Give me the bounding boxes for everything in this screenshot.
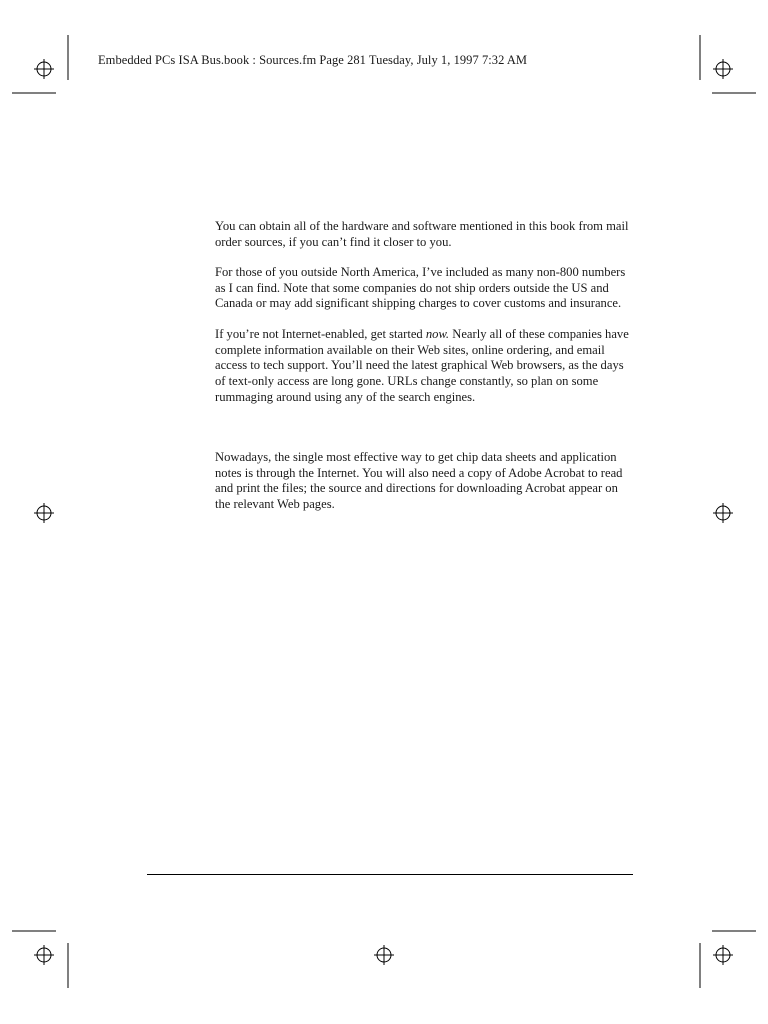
registration-mark-bottom-left-icon	[34, 945, 54, 965]
registration-mark-top-left-icon	[34, 59, 54, 79]
registration-mark-middle-left-icon	[34, 503, 54, 523]
registration-mark-middle-right-icon	[713, 503, 733, 523]
footer-rule	[147, 874, 633, 875]
registration-mark-bottom-center-icon	[374, 945, 394, 965]
paragraph-internet-enabled	[215, 327, 635, 406]
paragraph-chip-data-sheets: Nowadays, the single most effective way to get chip data sheets and application notes is through the Internet. You will also need a copy of Adobe Acrobat to read and print the files; the source and directions for downloading Acrobat appear on the relevant Web pages.	[215, 450, 623, 512]
paragraph-mail-order: You can obtain all of the hardware and software mentioned in this book from mail order sources, if you can’t find it closer to you.	[215, 219, 629, 249]
registration-mark-top-right-icon	[713, 59, 733, 79]
paragraph-outside-north-america: For those of you outside North America, I’ve included as many non-800 numbers as I can find. Note that some companies do not ship orders outside the US and Canada or may add significant shipping charges to cover customs and insurance.	[215, 265, 626, 311]
paragraph-internet-enabled-rest: Nearly all of these companies have complete information available on their Web sites, online ordering, and email access to tech support. You’ll need the latest graphical Web browsers, as the days of text-only access are long gone. URLs change constantly, so plan on some rummaging around using any of the search engines.	[215, 327, 629, 404]
emphasis-now: now.	[425, 327, 450, 341]
paragraph-internet-enabled-lead: If you’re not Internet-enabled, get started	[215, 327, 426, 341]
page-header-slug: Embedded PCs ISA Bus.book : Sources.fm Page 281 Tuesday, July 1, 1997 7:32 AM	[98, 53, 528, 67]
registration-mark-bottom-right-icon	[713, 945, 733, 965]
